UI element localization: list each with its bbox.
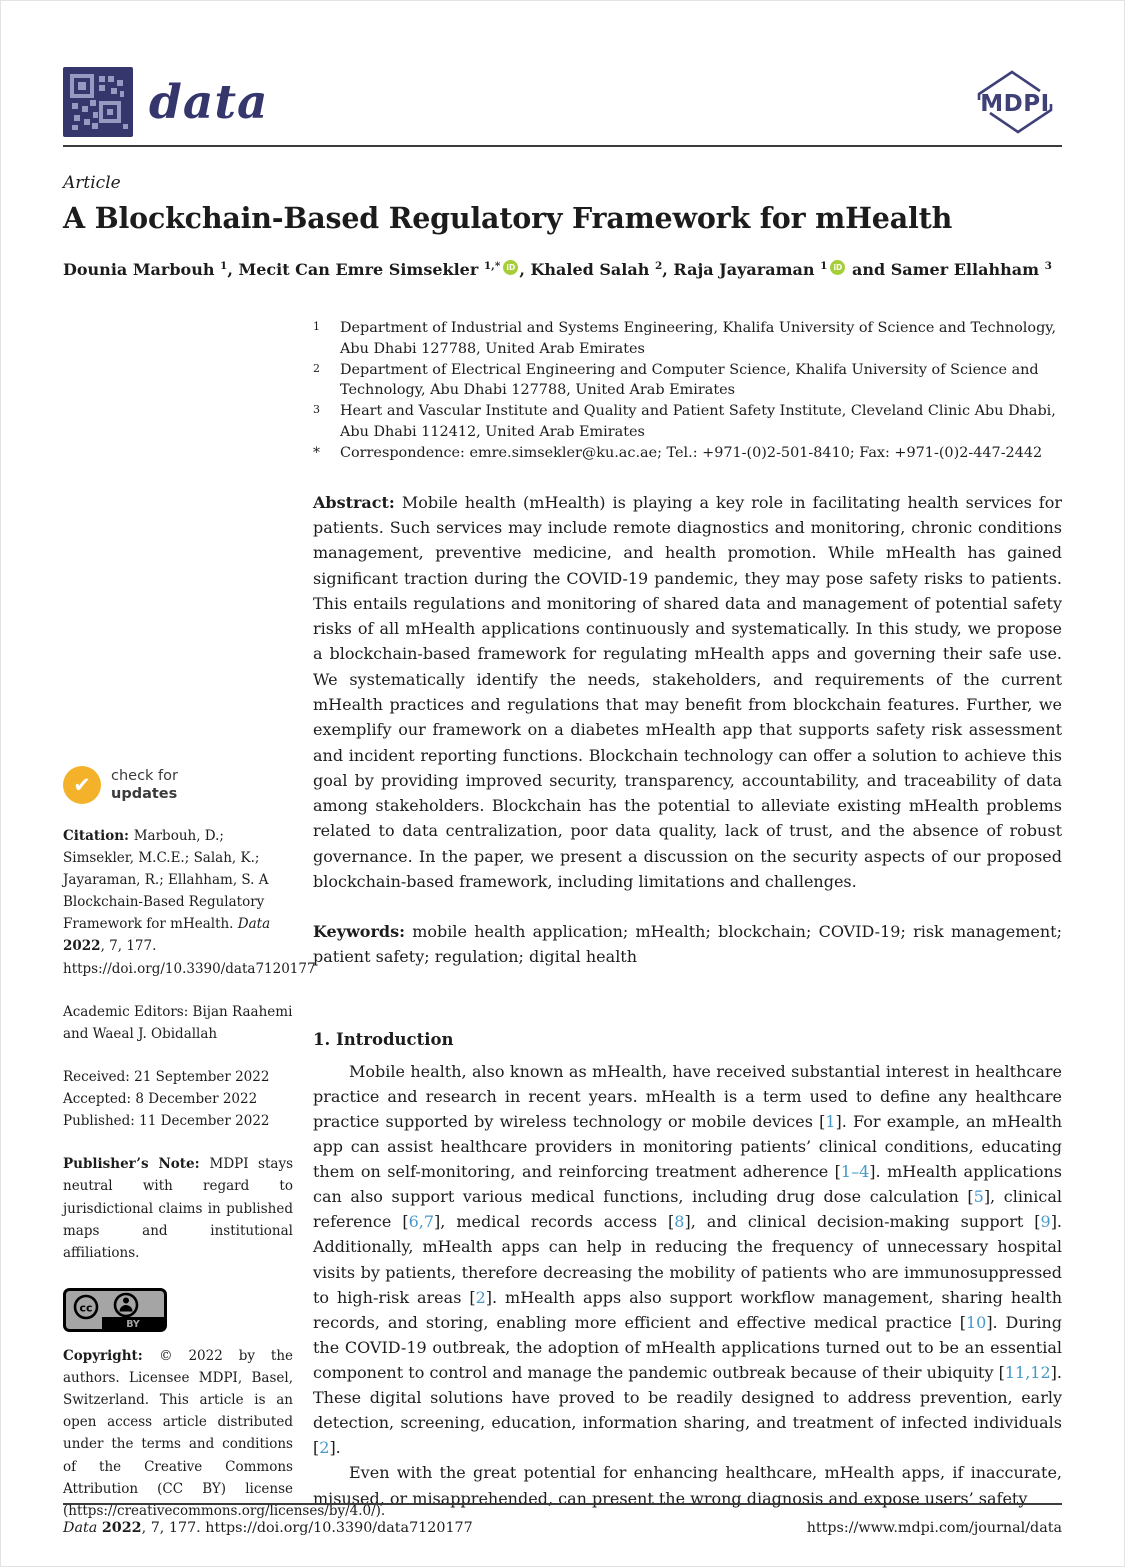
text-segment: , Khaled Salah [519,259,655,279]
correspondence-text: Correspondence: emre.simsekler@ku.ac.ae; Tel.: +971-(0)2-501-8410; Fax: +971-(0)2-447-2442 [340,445,1043,462]
check-badge-line1: check for [111,767,178,784]
keywords-text: mobile health application; mHealth; blockchain; COVID-19; risk management; patient safety; regulation; digital health [313,922,1062,967]
intro-paragraph-2: Even with the great potential for enhancing healthcare, mHealth apps, if inaccurate, misused, or misapprehended, can present the wrong diagnosis and expose users’ safety [313,1463,1062,1508]
citation-link[interactable]: 10 [965,1312,987,1332]
affiliation-marker: 1 [313,319,320,333]
published-value: 11 December 2022 [139,1113,270,1130]
check-badge-label [111,767,178,803]
page-title: A Blockchain-Based Regulatory Framework for mHealth [63,201,953,235]
text-segment: 2022 [63,938,101,955]
main-column [313,318,1062,1522]
svg-text:MDPI: MDPI [980,91,1050,117]
affiliation-text: Department of Electrical Engineering and Computer Science, Khalifa University of Science and Technology, Abu Dhabi 127788, United Arab Emirates [340,361,1039,399]
orcid-icon[interactable]: iD [830,260,845,275]
section-heading-introduction: 1. Introduction [313,1029,454,1049]
text-segment: , Raja Jayaraman [662,259,821,279]
article-type-label: Article [63,173,121,193]
citation-link[interactable]: 1–4 [840,1162,870,1182]
text-segment: 1 [220,259,228,272]
footer-row [63,1520,1062,1536]
citation-link[interactable]: 9 [1040,1212,1051,1232]
content-columns [63,318,1062,1522]
affiliations [313,318,1062,464]
text-segment: Data [237,916,271,933]
text-segment: Citation: [63,827,134,844]
citation-link[interactable]: 2 [475,1287,486,1307]
text-segment: Marbouh, D.; Simsekler, M.C.E.; Salah, K.; Jayaraman, R.; Ellahham, S. A Blockchain-Based Regulatory Framework for mHealth. [63,827,269,933]
text-segment: ]. During the COVID-19 outbreak, the adoption of mHealth applications turned out to be an essential component to control and manage the pandemic outbreak because of their ubiquity [ [313,1312,1063,1382]
affiliation-text: Heart and Vascular Institute and Quality and Patient Safety Institute, Cleveland Clinic Abu Dhabi, Abu Dhabi 112412, United Arab Emirates [340,403,1056,441]
text-segment: 2 [654,259,663,272]
citation-link[interactable]: 1 [825,1111,836,1131]
journal-name: data [149,74,269,130]
correspondence-marker: * [313,445,320,462]
footer-citation [63,1520,473,1536]
received-date [63,1066,293,1088]
text-segment: ], and clinical decision-making support [ [684,1212,1041,1232]
text-segment: ]. Additionally, mHealth apps can help in reducing the frequency of unnecessary hospital visits by patients, therefore decreasing the mobility of patients who are immunosuppressed to high-risk areas [ [313,1212,1063,1307]
citation-link[interactable]: 5 [973,1187,984,1207]
journal-brand[interactable] [63,67,268,137]
affiliation-row [313,360,1062,402]
text-segment: ]. mHealth applications can also support various medical functions, including drug dose calculation [ [313,1162,1063,1207]
text-segment: and Samer Ellahham [846,259,1045,279]
text-segment: Dounia Marbouh [63,259,221,279]
publisher-note [63,1153,293,1264]
text-segment: Mobile health, also known as mHealth, have received substantial interest in healthcare practice and research in recent years. mHealth is a term used to define any healthcare practice supported by wireless technology or mobile devices [ [313,1061,1062,1131]
checkmark-icon: ✔ [63,766,101,804]
text-segment: , Mecit Can Emre Simsekler [227,259,484,279]
history-dates [63,1066,293,1132]
text-segment: Data [63,1520,102,1536]
mdpi-logo[interactable] [968,69,1062,135]
abstract-text: Mobile health (mHealth) is playing a key role in facilitating health services for patients. Such services may include remote diagnostics and monitoring, chronic conditions management, preventive medicine, and health promotion. While mHealth has gained significant traction during the COVID-19 pandemic, they may pose safety risks to patients. This entails regulations and monitoring of shared data and management of potential safety risks of all mHealth applications continuously and systematically. In this study, we propose a blockchain-based framework for regulating mHealth apps and governing their safe use. We systematically identify the needs, stakeholders, and requirements of the current mHealth practices and regulations that may benefit from blockchain features. Further, we exemplify our framework on a diabetes mHealth app that supports safety risk assessment and incident reporting functions. Blockchain technology can offer a solution to achieve this goal by providing improved security, transparency, accountability, and traceability of data among stakeholders. Blockchain has the potential to alleviate existing mHealth problems related to data centralization, poor data quality, lack of trust, and the absence of robust governance. In the paper, we present a discussion on the security aspects of our proposed blockchain-based framework, including limitations and challenges. [313,492,1062,891]
published-date [63,1110,293,1132]
text-segment: 1,* [483,259,501,272]
copyright-block [63,1345,386,1522]
published-label: Published: [63,1113,135,1130]
abstract [313,490,1062,894]
affiliation-marker: 2 [313,361,320,375]
check-for-updates-badge[interactable] [63,766,293,804]
page-footer [63,1503,1062,1536]
journal-header [63,67,1062,137]
affiliation-row [313,318,1062,360]
cc-by-label: BY [126,1318,140,1330]
text-segment: 2022 [101,1520,142,1536]
text-segment: ]. [329,1438,341,1458]
text-segment: , 7, 177. https://doi.org/10.3390/data7120177 [141,1520,473,1536]
text-segment: 1 [820,259,828,272]
text-segment: , 7, 177. https://doi.org/10.3390/data7120177 [63,938,316,977]
check-badge-line2: updates [111,785,178,802]
intro-paragraph-1 [313,1059,1062,1461]
received-value: 21 September 2022 [134,1068,270,1085]
citation-block [63,825,316,980]
keywords-label: Keywords: [313,922,406,942]
text-segment: Publisher’s Note: [63,1156,210,1173]
correspondence-row [313,443,1062,464]
text-segment: Copyright: [63,1347,160,1364]
header-divider [63,145,1062,147]
citation-link[interactable]: 6,7 [408,1212,435,1232]
text-segment: ], clinical reference [ [313,1187,1062,1232]
text-segment: MDPI stays neutral with regard to jurisdictional claims in published maps and institutional affiliations. [63,1156,293,1261]
text-segment: 3 [1044,259,1052,272]
text-segment: ], medical records access [ [434,1212,675,1232]
accepted-value: 8 December 2022 [135,1091,258,1108]
keywords [313,919,1062,970]
orcid-icon[interactable]: iD [503,260,518,275]
affiliation-row [313,401,1062,443]
received-label: Received: [63,1068,130,1085]
citation-link[interactable]: 2 [319,1438,330,1458]
footer-divider [63,1503,1062,1505]
accepted-label: Accepted: [63,1091,132,1108]
accepted-date [63,1088,293,1110]
citation-link[interactable]: 8 [674,1212,685,1232]
affiliation-text: Department of Industrial and Systems Engineering, Khalifa University of Science and Technology, Abu Dhabi 127788, United Arab Emirates [340,319,1057,357]
journal-qr-logo-icon [63,67,133,137]
authors-line [63,258,1062,282]
academic-editors: Academic Editors: Bijan Raahemi and Waeal J. Obidallah [63,1003,293,1042]
footer-journal-url[interactable]: https://www.mdpi.com/journal/data [806,1520,1062,1536]
cc-by-license-badge[interactable] [63,1288,167,1332]
text-segment: ]. mHealth apps also support workflow management, sharing health records, and storing, enabling more efficient and effective medical practice [ [313,1287,1063,1332]
text-segment: © 2022 by the authors. Licensee MDPI, Basel, Switzerland. This article is an open access article distributed under the terms and conditions of the Creative Commons Attribution (CC BY) license (https://creativecommons.org/licenses/by/4.0/). [63,1347,386,1519]
affiliation-marker: 3 [313,403,320,417]
text-segment: ]. These digital solutions have proved to be readily designed to address prevention, early detection, screening, education, information sharing, and treatment of infected individuals [ [313,1362,1062,1458]
abstract-label: Abstract: [313,492,395,512]
citation-link[interactable]: 11,12 [1004,1362,1051,1382]
text-segment: ]. For example, an mHealth app can assist healthcare providers in monitoring patients’ clinical conditions, educating them on self-monitoring, and reinforcing treatment adherence [ [313,1111,1062,1182]
cc-label: cc [79,1301,93,1315]
